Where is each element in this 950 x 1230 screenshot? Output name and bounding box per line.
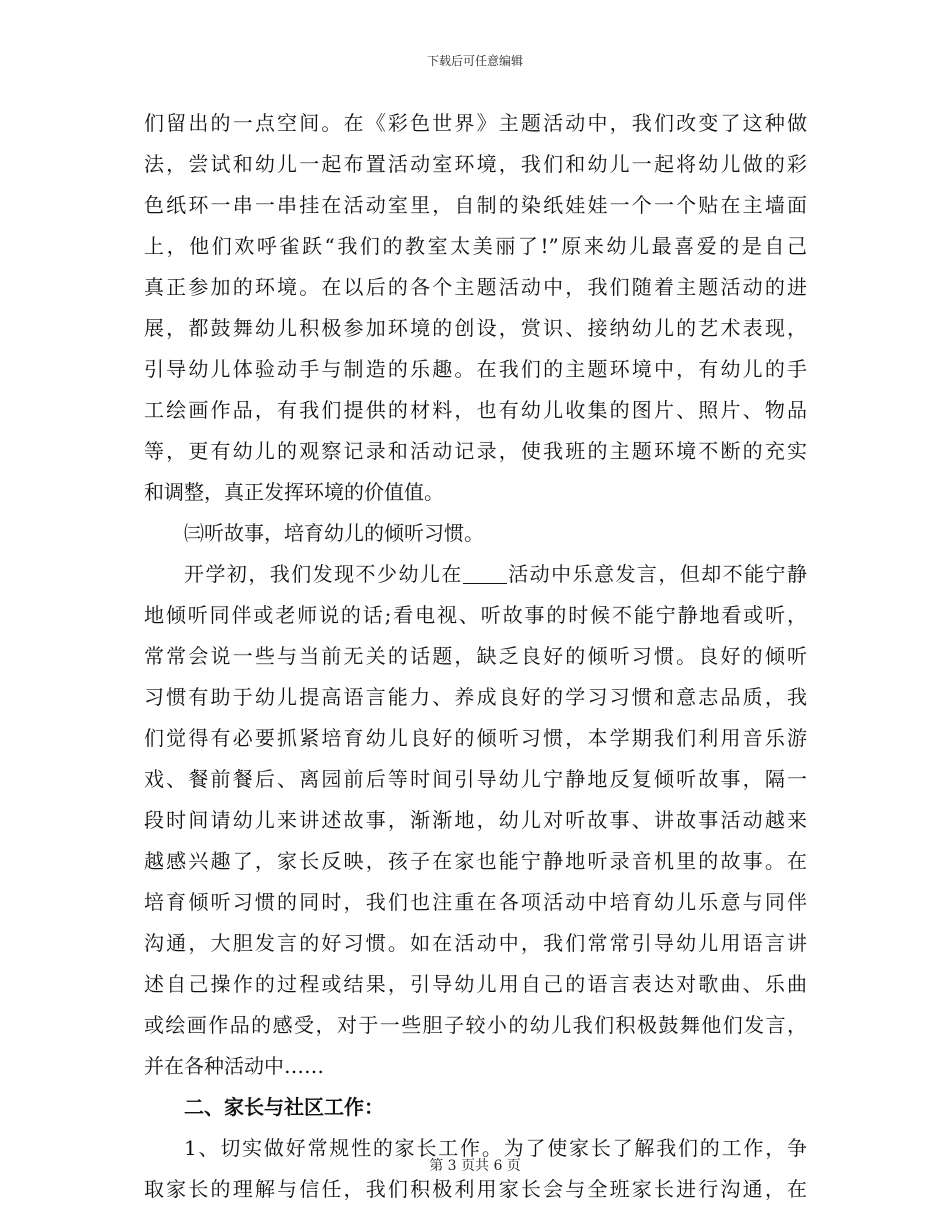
text-line: 法，尝试和幼儿一起布置活动室环境，我们和幼儿一起将幼儿做的彩 [144,152,807,176]
text-line: 工绘画作品，有我们提供的材料，也有幼儿收集的图片、照片、物品 [144,398,807,422]
text-line: 等，更有幼儿的观察记录和活动记录，使我班的主题环境不断的充实 [144,439,807,463]
section-heading: 二、家长与社区工作： [184,1095,384,1119]
text-line: 展，都鼓舞幼儿积极参加环境的创设，赏识、接纳幼儿的艺术表现， [144,316,807,340]
text-line: 并在各种活动中…… [144,1054,324,1078]
text-line: 上，他们欢呼雀跃“我们的教室太美丽了!”原来幼儿最喜爱的是自己 [144,234,807,258]
subheading: ㈢听故事，培育幼儿的倾听习惯。 [184,521,484,545]
text-line: 引导幼儿体验动手与制造的乐趣。在我们的主题环境中，有幼儿的手 [144,357,807,381]
page-footer: 第 3 页共 6 页 [429,1158,521,1174]
text-line: 地倾听同伴或老师说的话;看电视、听故事的时候不能宁静地看或听， [144,603,807,627]
document-body [144,103,807,1210]
page-header: 下载后可任意编辑 [426,54,523,68]
text-line: 段时间请幼儿来讲述故事，渐渐地，幼儿对听故事、讲故事活动越来 [144,808,807,832]
text-line: 和调整，真正发挥环境的价值值。 [144,480,444,504]
text-line: 常常会说一些与当前无关的话题，缺乏良好的倾听习惯。良好的倾听 [144,644,807,668]
text-line: 1、切实做好常规性的家长工作。为了使家长了解我们的工作，争 [184,1136,807,1160]
text-line: 取家长的理解与信任，我们积极利用家长会与全班家长进行沟通，在 [144,1177,807,1201]
text-line: 们觉得有必要抓紧培育幼儿良好的倾听习惯，本学期我们利用音乐游 [144,726,807,750]
text-line [144,554,807,595]
text-line: 沟通，大胆发言的好习惯。如在活动中，我们常常引导幼儿用语言讲 [144,931,807,955]
text-line: 习惯有助于幼儿提高语言能力、养成良好的学习习惯和意志品质，我 [144,685,807,709]
text-line: 们留出的一点空间。在《彩色世界》主题活动中，我们改变了这种做 [144,111,807,135]
text-line: 越感兴趣了，家长反映，孩子在家也能宁静地听录音机里的故事。在 [144,849,807,873]
text-line: 或绘画作品的感受，对于一些胆子较小的幼儿我们积极鼓舞他们发言， [144,1013,807,1037]
fill-blank [463,563,507,584]
text-line: 培育倾听习惯的同时，我们也注重在各项活动中培育幼儿乐意与同伴 [144,890,807,914]
text-line: 色纸环一串一串挂在活动室里，自制的染纸娃娃一个一个贴在主墙面 [144,193,807,217]
text-fragment: 活动中乐意发言，但却不能宁静 [506,562,808,586]
text-line: 戏、餐前餐后、离园前后等时间引导幼儿宁静地反复倾听故事，隔一 [144,767,807,791]
text-line: 真正参加的环境。在以后的各个主题活动中，我们随着主题活动的进 [144,275,807,299]
text-fragment: 开学初，我们发现不少幼儿在 [184,562,463,586]
text-line: 述自己操作的过程或结果，引导幼儿用自己的语言表达对歌曲、乐曲 [144,972,807,996]
